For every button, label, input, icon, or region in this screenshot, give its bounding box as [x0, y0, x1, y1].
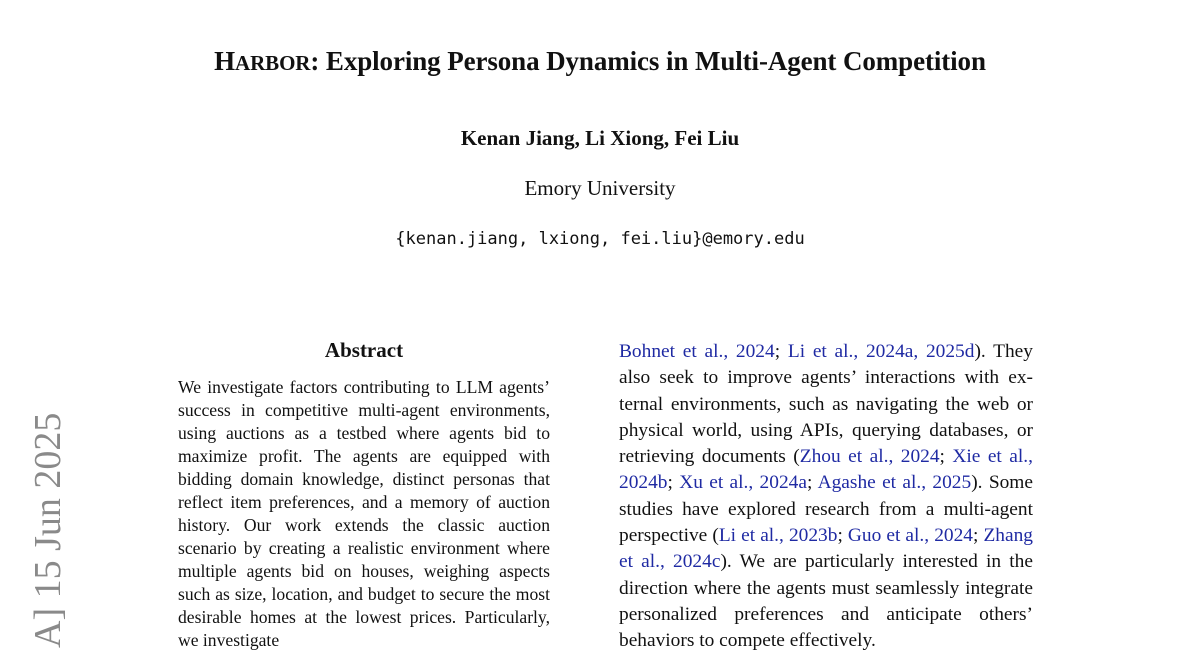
intro-text: ; — [774, 341, 788, 362]
title-smallcaps-rest: ARBOR — [235, 51, 311, 75]
author-email: {kenan.jiang, lxiong, fei.liu}@emory.edu — [395, 229, 805, 249]
intro-text: ). Some studies have explored research from a multi-agent perspective ( — [619, 472, 1033, 547]
intro-text: ; — [972, 525, 984, 547]
intro-text: ; — [667, 472, 680, 494]
author-list — [0, 126, 1200, 151]
author-separator: , — [574, 126, 586, 150]
intro-text: ). We are particularly interested in the direction where the agents must seamlessly integrate personalized preferences and anticipate others’ behaviors to compete effectively. — [619, 551, 1033, 652]
affiliation: Emory University — [524, 176, 676, 200]
citation-link[interactable]: Xu et al., 2024a — [679, 472, 807, 494]
abstract-heading: Abstract — [324, 338, 404, 362]
citation-link[interactable]: Bohnet et al., 2024 — [619, 341, 775, 362]
author-name: Kenan Jiang — [460, 126, 575, 150]
author-separator: , — [663, 126, 675, 150]
intro-text: ; — [806, 472, 818, 494]
abstract-text: We investigate factors contributing to LLM agents’ success in competitive multi-agent environments, using auctions as a testbed where agents bid to maximize profit. The agents are equipped with bidding domain knowledge, distinct personas that reflect item preferences, and a memory of auction history. Our work extends the classic auction scenario by creating a realistic environment where multiple agents bid on houses, weighing aspects such as size, location, and budget to secure the most desirable homes at the lowest prices. Particularly, we investigate — [178, 377, 550, 650]
citation-link[interactable]: Guo et al., 2024 — [847, 525, 973, 547]
intro-text: ; — [837, 525, 848, 547]
citation-link[interactable]: Li et al., 2024a, 2025d — [787, 341, 975, 362]
title-smallcaps-initial: H — [214, 46, 236, 76]
title-text: : Exploring Persona Dynamics in Multi-Agent Competition — [310, 46, 986, 76]
citation-link[interactable]: Li et al., 2023b — [718, 525, 838, 547]
intro-column — [619, 339, 1033, 655]
author-name: Fei Liu — [674, 126, 740, 150]
intro-text: ). They also seek to improve agents’ interactions with external environments, such as navigating the web or physical world, using APIs, querying databases, or retrieving documents ( — [619, 341, 1033, 468]
arxiv-side-stamp: A] 15 Jun 2025 — [27, 412, 69, 648]
citation-link[interactable]: Zhang et al., 2024c — [619, 525, 1033, 573]
author-name: Li Xiong — [585, 126, 664, 150]
intro-text: ; — [939, 446, 953, 468]
citation-link[interactable]: Agashe et al., 2025 — [817, 472, 972, 494]
citation-link[interactable]: Xie et al., 2024b — [619, 446, 1033, 494]
paper-title — [0, 46, 1200, 77]
citation-link[interactable]: Zhou et al., 2024 — [799, 446, 940, 468]
